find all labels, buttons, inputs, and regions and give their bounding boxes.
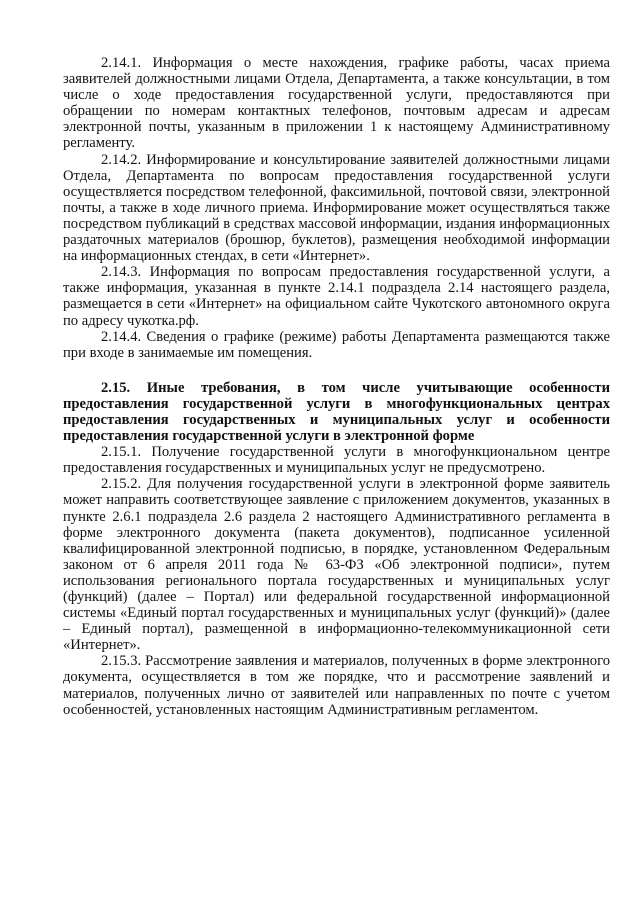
paragraph-2-15-2: 2.15.2. Для получения государственной услуги в электронной форме заявитель может направить соответствующее заявление с приложением документов, указанных в пункте 2.6.1 подраздела 2.6 раздела 2 настоящего Административного регламента в форме электронного документа (пакета документов), подписанное усиленной квалифицированной электронной подписью, в порядке, установленном Федеральным законом от 6 апреля 2011 года № 63-ФЗ «Об электронной подписи», путем использования регионального портала государственных и муниципальных услуг (функций) (далее – Портал) или федеральной государственной информационной системы «Единый портал государственных и муниципальных услуг (функций)» (далее – Единый портал), размещенной в информационно-телекоммуникационной сети «Интернет». [63, 476, 610, 654]
paragraph-2-14-2: 2.14.2. Информирование и консультирование заявителей должностными лицами Отдела, Департамента по вопросам предоставления государственной услуги осуществляется посредством телефонной, факсимильной, почтовой связи, электронной почты, а также в ходе личного приема. Информирование может осуществляться также посредством публикаций в средствах массовой информации, издания информационных раздаточных материалов (брошюр, буклетов), размещения необходимой информации на информационных стендах, в сети «Интернет». [63, 151, 610, 265]
paragraph-2-14-1: 2.14.1. Информация о месте нахождения, графике работы, часах приема заявителей должностными лицами Отдела, Департамента, а также консультации, в том числе о ходе предоставления государственной услуги, предоставляются при обращении по номерам контактных телефонов, почтовым адресам и адресам электронной почты, указанным в приложении 1 к настоящему Административному регламенту. [63, 55, 610, 152]
paragraph-2-14-4: 2.14.4. Сведения о графике (режиме) работы Департамента размещаются также при входе в занимаемые им помещения. [63, 328, 610, 361]
paragraph-2-14-3: 2.14.3. Информация по вопросам предоставления государственной услуги, а также информация, указанная в пункте 2.14.1 подраздела 2.14 настоящего раздела, размещается в сети «Интернет» на официальном сайте Чукотского автономного округа по адресу чукотка.рф. [63, 264, 610, 329]
section-spacer [63, 361, 610, 380]
document-body [63, 55, 610, 718]
paragraph-2-15-3: 2.15.3. Рассмотрение заявления и материалов, полученных в форме электронного документа, осуществляется в том же порядке, что и рассмотрение заявлений и материалов, полученных лично от заявителей или направленных по почте с учетом особенностей, установленных настоящим Административным регламентом. [63, 653, 610, 718]
paragraph-2-15-1: 2.15.1. Получение государственной услуги в многофункциональном центре предоставления государственных и муниципальных услуг не предусмотрено. [63, 444, 610, 477]
section-heading-2-15: 2.15. Иные требования, в том числе учитывающие особенности предоставления государственной услуги в многофункциональных центрах предоставления государственных и муниципальных услуг и особенности предоставления государственной услуги в электронной форме [63, 379, 610, 445]
